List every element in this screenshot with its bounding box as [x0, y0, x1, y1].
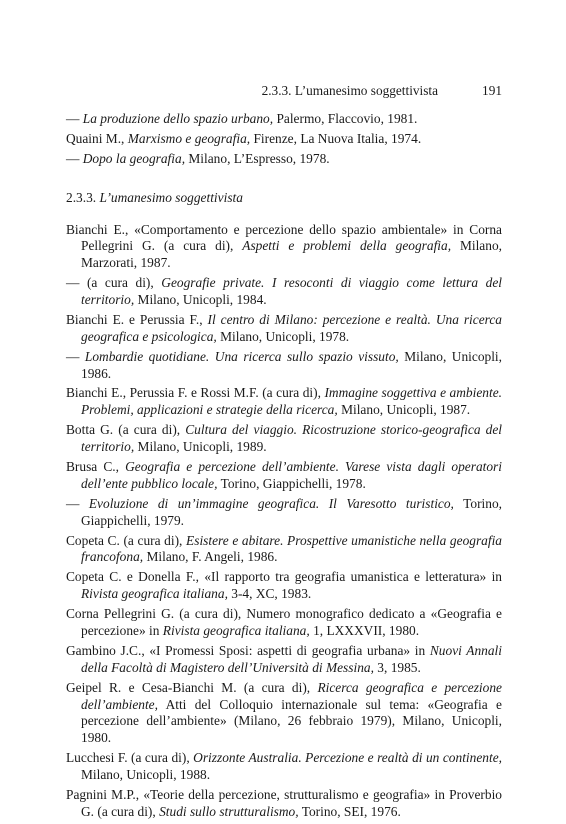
entry-text: Bianchi E. e Perussia F., [66, 311, 208, 327]
entry-text: Milano, Unicopli, 1987. [337, 402, 471, 418]
entry-text: — [66, 111, 83, 126]
running-title: 2.3.3. L’umanesimo soggettivista [261, 83, 438, 98]
bibliography-entry [66, 422, 502, 456]
entry-text: Quaini M., [66, 130, 128, 146]
bibliography-entry [66, 680, 502, 747]
entry-text: Botta G. (a cura di), [66, 422, 186, 438]
entry-text: Bianchi E., «Comportamento e percezione dello spazio ambientale» in Corna Pellegrini G. (a cura di), [66, 221, 502, 254]
entry-text: Torino, Giappichelli, 1978. [217, 475, 366, 491]
entry-title: Orizzonte Australia. Percezione e realtà di un continente, [193, 750, 502, 766]
entry-title: Cultura del viaggio. Ricostruzione storico-geografica del territorio, [81, 422, 503, 455]
entry-text: 3, 1985. [373, 659, 421, 675]
bibliography-entry [66, 312, 502, 346]
entry-title: Nuovi Annali della Facoltà di Magistero dell’Università di Messina, [81, 642, 502, 675]
entry-text: Pagnini M.P., «Teorie della percezione, strutturalismo e geografia» in Proverbio G. (a cura di), [66, 786, 502, 819]
entry-text: 3-4, XC, 1983. [227, 586, 312, 602]
section-heading [66, 190, 502, 207]
entry-text: — [66, 150, 83, 166]
entry-text: Palermo, Flaccovio, 1981. [273, 111, 418, 126]
entry-title: Il centro di Milano: percezione e realtà. Una ricerca geografica e psicologica, [81, 311, 503, 344]
bibliography-entry [66, 643, 502, 677]
entry-text: Milano, Unicopli, 1978. [216, 328, 350, 344]
entry-title: Esistere e abitare. Prospettive umanistiche nella geografia francofona, [81, 532, 502, 565]
bibliography-entry [66, 349, 502, 383]
entry-text: Milano, Unicopli, 1988. [81, 766, 211, 782]
entry-text: Milano, L’Espresso, 1978. [185, 150, 330, 166]
entry-title: Geografia e percezione dell’ambiente. Varese vista dagli operatori dell’ente pubblico locale, [81, 459, 502, 491]
bibliography-entry [66, 222, 502, 272]
entry-text: Corna Pellegrini G. (a cura di), Numero monografico dedicato a «Geografia e percezione» in [66, 606, 502, 638]
entry-text: Geipel R. e Cesa-Bianchi M. (a cura di), [66, 679, 318, 695]
entry-text: Copeta C. e Donella F., «Il rapporto tra geografia umanistica e letteratura» in [66, 569, 502, 585]
entry-text: Lucchesi F. (a cura di), [66, 750, 194, 766]
bibliography-entry [66, 385, 502, 419]
entry-title: Lombardie quotidiane. Una ricerca sullo spazio vissuto, [84, 348, 399, 364]
bibliography-entry [66, 606, 502, 640]
entry-text: Torino, SEI, 1976. [298, 803, 401, 819]
bibliography-entry [66, 750, 502, 784]
page-number: 191 [482, 83, 502, 98]
bibliography-entry [66, 459, 502, 493]
entry-text: Gambino J.C., «I Promessi Sposi: aspetti di geografia urbana» in [66, 642, 430, 658]
bibliography-entry [66, 533, 502, 567]
bibliography-list [66, 222, 502, 821]
entry-text: Firenze, La Nuova Italia, 1974. [250, 130, 422, 146]
entry-text: Torino, Giappichelli, 1979. [81, 495, 502, 528]
bibliography-entry [66, 111, 502, 128]
entry-text: Milano, Unicopli, 1984. [134, 291, 267, 307]
entry-title: Evoluzione di un’immagine geografica. Il Varesotto turistico, [88, 495, 454, 511]
entry-title: Ricerca geografica e percezione dell’ambiente, [81, 679, 502, 712]
bibliography-entry [66, 151, 502, 168]
entry-text: 1, LXXXVII, 1980. [309, 622, 420, 638]
entry-title: Studi sullo strutturalismo, [159, 803, 299, 819]
section-title: L’umanesimo soggettivista [99, 189, 243, 205]
bibliography-entry [66, 131, 502, 148]
entry-text: Milano, F. Angeli, 1986. [143, 549, 278, 565]
entry-title: Rivista geografica italiana, [162, 622, 310, 638]
entry-title: Marxismo e geografia, [127, 130, 251, 146]
entry-text: Milano, Unicopli, 1989. [134, 439, 267, 455]
entry-title: Immagine soggettiva e ambiente. Problemi, applicazioni e strategie della ricerca, [81, 385, 502, 418]
section-number: 2.3.3. [66, 189, 97, 205]
entry-title: La produzione dello spazio urbano, [82, 111, 274, 126]
bibliography-list-top [66, 111, 502, 168]
entry-text: Brusa C., [66, 459, 126, 475]
bibliography-entry [66, 787, 502, 821]
bibliography-entry [66, 496, 502, 530]
bibliography-entry [66, 275, 502, 309]
bibliography-entry [66, 569, 502, 603]
page-header [66, 83, 502, 103]
entry-text: — [66, 495, 89, 511]
entry-text: Milano, Unicopli, 1986. [81, 348, 502, 381]
entry-text: — [66, 348, 85, 364]
entry-text: Bianchi E., Perussia F. e Rossi M.F. (a cura di), [66, 385, 325, 401]
entry-text: Copeta C. (a cura di), [66, 532, 187, 548]
book-page [66, 83, 502, 824]
entry-text: Atti del Colloquio internazionale sul tema: «Geografia e percezione dell’ambiente» (Milano, 26 febbraio 1979), Milano, Unicopli, 1980. [81, 696, 502, 746]
entry-title: Rivista geografica italiana, [81, 586, 228, 602]
entry-text: Milano, Marzorati, 1987. [81, 238, 502, 271]
entry-text: — (a cura di), [66, 275, 162, 291]
entry-title: Dopo la geografia, [82, 150, 186, 166]
entry-title: Aspetti e problemi della geografia, [242, 238, 452, 254]
entry-title: Geografie private. I resoconti di viaggio come lettura del territorio, [81, 275, 502, 307]
